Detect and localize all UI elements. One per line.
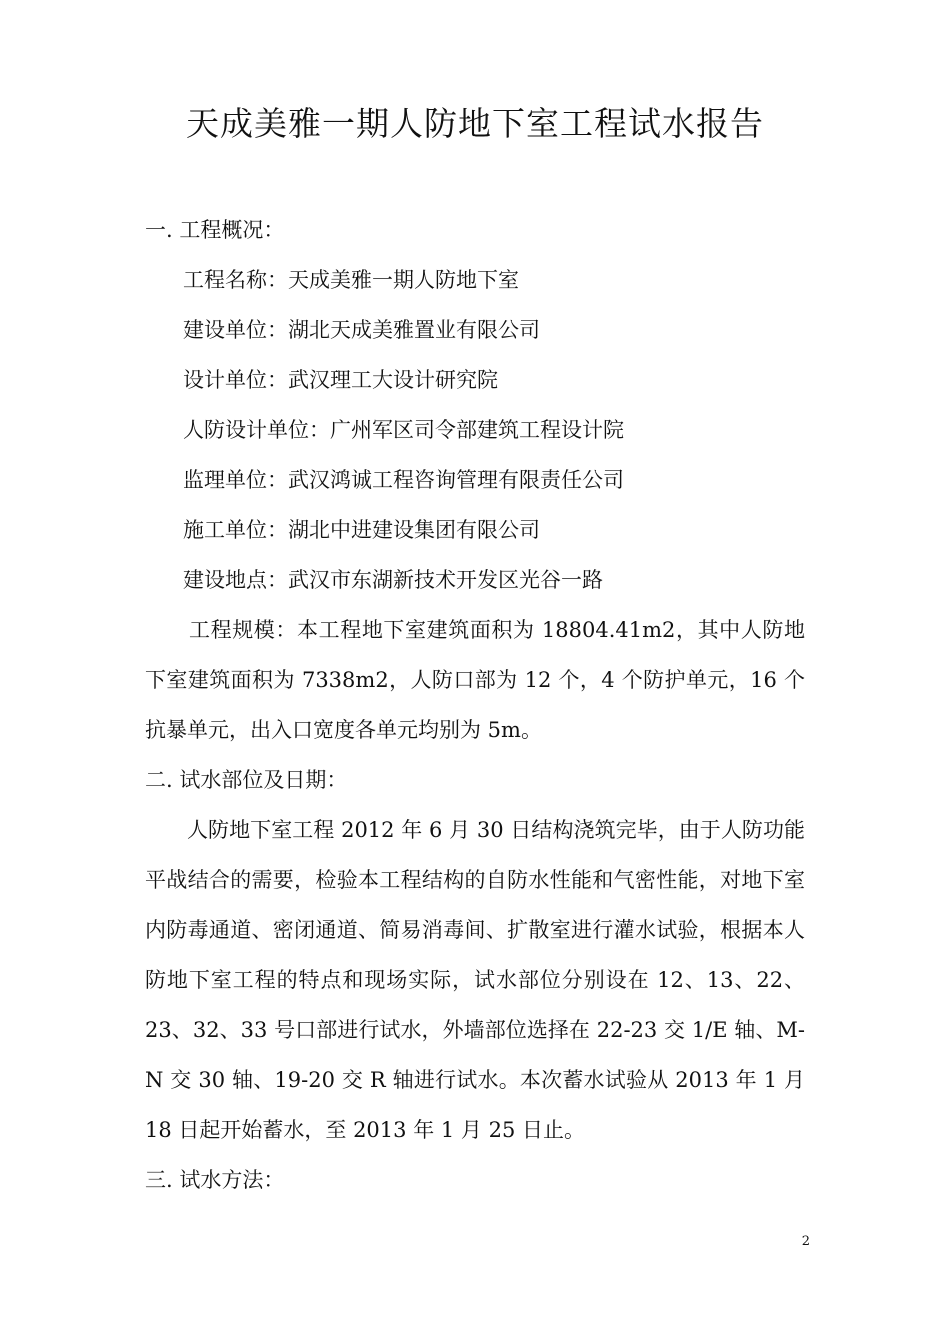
section-heading-test-location-date: 二. 试水部位及日期： [145,768,348,792]
field-design-unit: 设计单位：武汉理工大设计研究院 [183,368,498,392]
page-number: 2 [801,1234,810,1249]
paragraph-test-details: 人防地下室工程 2012 年 6 月 30 日结构浇筑完毕，由于人防功能平战结合的需要，检验本工程结构的自防水性能和气密性能，对地下室内防毒通道、密闭通道、简易消毒间、扩散室进行灌水试验，根据本人防地下室工程的特点和现场实际，试水部位分别设在 12、13、22、23、32、33 号口部进行试水，外墙部位选择在 22-23 交 1/E 轴、M-N 交 30 轴、19-20 交 R 轴进行试水。本次蓄水试验从 2013 年 1 月 18 日起开始蓄水，至 2013 年 1 月 25 日止。 [145,818,805,1142]
field-project-name: 工程名称：天成美雅一期人防地下室 [183,268,519,292]
document-title: 天成美雅一期人防地下室工程试水报告 [186,104,764,143]
field-civil-defense-design-unit: 人防设计单位：广州军区司令部建筑工程设计院 [183,418,624,442]
field-location: 建设地点：武汉市东湖新技术开发区光谷一路 [183,568,603,592]
field-construction-unit: 建设单位：湖北天成美雅置业有限公司 [183,318,540,342]
document-body [145,205,805,1205]
section-heading-overview: 一. 工程概况： [145,218,285,242]
section-heading-test-method: 三. 试水方法： [145,1168,285,1192]
paragraph-project-scale: 工程规模：本工程地下室建筑面积为 18804.41m2，其中人防地下室建筑面积为 7338m2，人防口部为 12 个，4 个防护单元，16 个抗暴单元，出入口宽度各单元均别为 5m。 [145,618,805,742]
field-supervision-unit: 监理单位：武汉鸿诚工程咨询管理有限责任公司 [183,468,624,492]
field-contractor: 施工单位：湖北中进建设集团有限公司 [183,518,540,542]
